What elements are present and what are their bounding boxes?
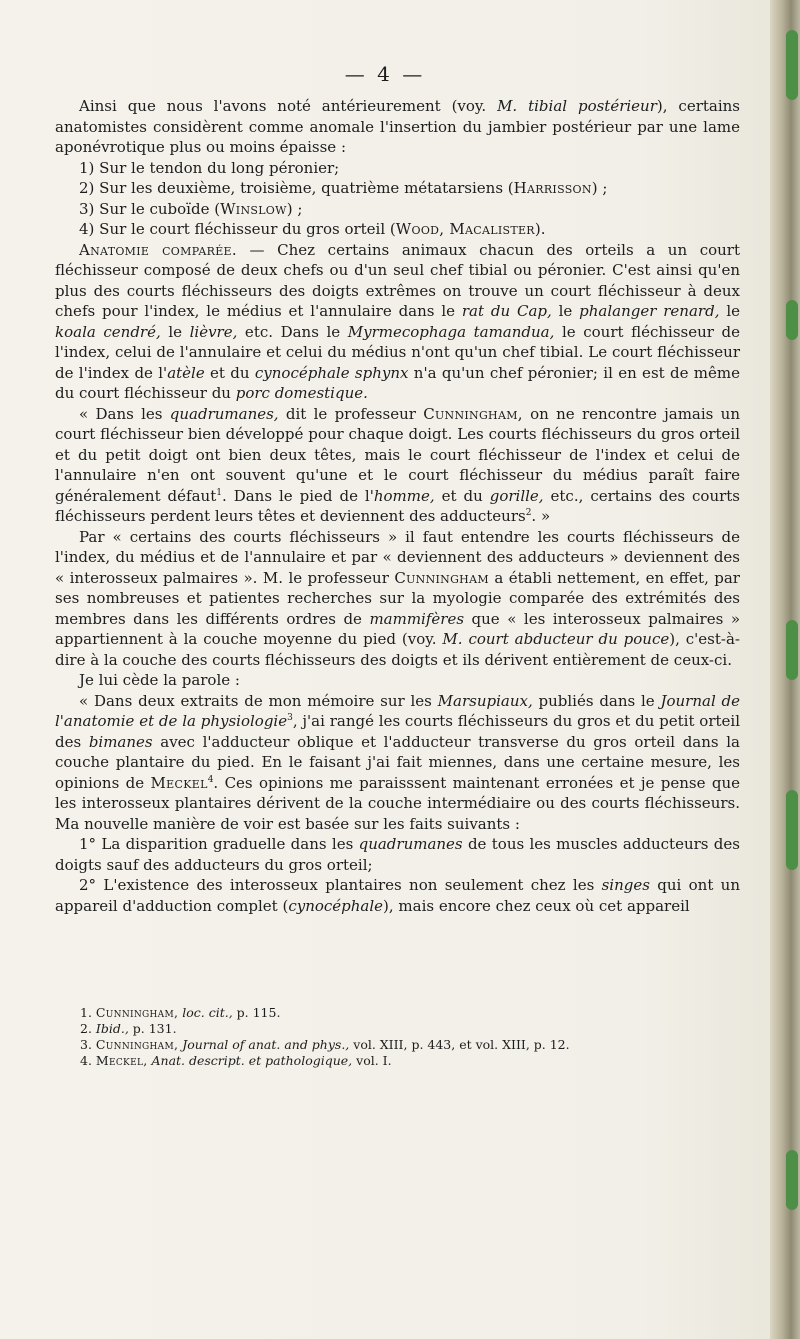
page-number: — 4 —: [344, 62, 426, 86]
footnote: 2. Ibid., p. 131.: [80, 1021, 177, 1036]
list-item: 3) Sur le cuboïde (Winslow) ;: [79, 199, 303, 218]
paragraph: Je lui cède la parole :: [79, 671, 240, 689]
paragraph-comparative-anatomy: Anatomie comparée. — Chez certains animaux chacun des orteils a un court fléchisseur composé de deux chefs ou d'un seul chef tibial ou péronier. C'est ainsi qu'en plus des courts fléchisseurs des doigts extrêmes on trouve un court fléchisseur à deux chefs pour l'index, le médius et l'annulaire dans le rat du Cap, le phalanger renard, le koala cendré, le lièvre, etc. Dans le Myrmecophaga tamandua, le court fléchisseur de l'index, celui de l'annulaire et celui du médius n'ont qu'un chef tibial. Le court fléchisseur de l'index de l'atèle et du cynocéphale sphynx n'a qu'un chef péronier; il en est de même du court fléchisseur du porc domestique.: [55, 240, 741, 402]
paragraph: « Dans les quadrumanes, dit le professeur Cunningham, on ne rencontre jamais un court fléchisseur bien développé pour chaque doigt. Les courts fléchisseurs du gros orteil et du petit doigt ont bien deux têtes, mais le court fléchisseur de l'index et celui de l'annulaire n'en ont souvent qu'une et le court fléchisseur du médius paraît faire généralement défaut$^1$. Dans le pied de l'homme, et du gorille, etc., certains des courts fléchisseurs perdent leurs têtes et deviennent des adducteurs$^2$. »: [55, 404, 741, 525]
list-item: 4) Sur le court fléchisseur du gros orteil (Wood, Macalister).: [79, 220, 546, 238]
footnote: 4. Meckel, Anat. descript. et pathologique, vol. I.: [80, 1053, 392, 1068]
paragraph: Par « certains des courts fléchisseurs » il faut entendre les courts fléchisseurs de l'index, du médius et de l'annulaire et par « deviennent des adducteurs » deviennent des « interosseux palmaires ». M. le professeur Cunningham a établi nettement, en effet, par ses nombreuses et patientes recherches sur la myologie comparée des extrémités des membres dans les différents ordres de mammifères que « les interosseux palmaires » appartiennent à la couche moyenne du pied (voy. M. court abducteur du pouce), c'est-à-dire à la couche des courts fléchisseurs des doigts et ils dérivent entièrement de ceux-ci.: [55, 527, 740, 669]
body-text: [55, 96, 740, 916]
footnotes: [80, 1005, 740, 1069]
binding-stain: [786, 30, 798, 100]
footnote: 3. Cunningham, Journal of anat. and phys., vol. XIII, p. 443, et vol. XIII, p. 12.: [80, 1037, 570, 1052]
binding-stain: [786, 300, 798, 340]
list-item: 2) Sur les deuxième, troisième, quatrième métatarsiens (Harrisson) ;: [79, 179, 608, 197]
binding-stain: [786, 790, 798, 870]
paragraph-quote: « Dans deux extraits de mon mémoire sur les Marsupiaux, publiés dans le Journal de l'anatomie et de la physiologie$^3$, j'ai rangé les courts fléchisseurs du gros et du petit orteil des bimanes avec l'adducteur oblique et l'adducteur transverse du gros orteil dans la couche plantaire du pied. En le faisant j'ai fait miennes, dans une certaine mesure, les opinions de Meckel$^4$. Ces opinions me paraisssent maintenant erronées et je pense que les interosseux plantaires dérivent de la couche intermédiaire ou des courts fléchisseurs. Ma nouvelle manière de voir est basée sur les faits suivants :: [55, 691, 741, 833]
page-binding-edge: [770, 0, 800, 1339]
footnote: 1. Cunningham, loc. cit., p. 115.: [80, 1005, 281, 1020]
list-item: 1) Sur le tendon du long péronier;: [79, 158, 340, 177]
binding-stain: [786, 620, 798, 680]
list-item: 2° L'existence des interosseux plantaires non seulement chez les singes qui ont un appareil d'adduction complet (cynocéphale), mais encore chez ceux où cet appareil: [55, 876, 740, 915]
binding-stain: [786, 1150, 798, 1210]
paragraph: Ainsi que nous l'avons noté antérieurement (voy. M. tibial postérieur), certains anatomistes considèrent comme anomale l'insertion du jambier postérieur par une lame aponévrotique plus ou moins épaisse :: [55, 97, 740, 156]
list-item: 1° La disparition graduelle dans les quadrumanes de tous les muscles adducteurs des doigts sauf des adducteurs du gros orteil;: [55, 835, 740, 874]
